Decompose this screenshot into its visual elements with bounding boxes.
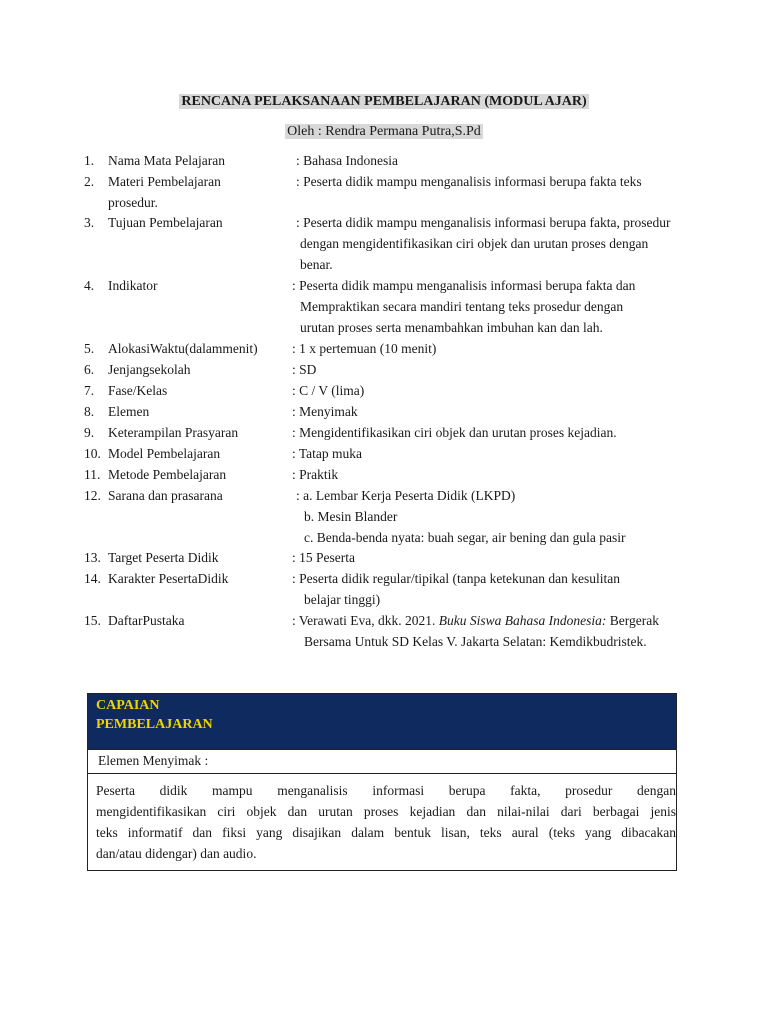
item-value: Bersama Untuk SD Kelas V. Jakarta Selatan: Kemdikbudristek.: [304, 633, 647, 649]
item-number: 11.: [84, 467, 101, 482]
item-value: : Tatap muka: [292, 446, 363, 461]
list-item: [0, 548, 768, 569]
item-label: Model Pembelajaran: [108, 446, 221, 461]
item-value: urutan proses serta menambahkan imbuhan kan dan lah.: [300, 319, 603, 335]
capaian-subheading: Elemen Menyimak :: [88, 749, 676, 773]
capaian-body-line: Peserta didik mampu menganalisis informasi berupa fakta, prosedur dengan: [96, 783, 676, 798]
list-item: [0, 151, 768, 172]
item-label: Sarana dan prasarana: [108, 488, 223, 503]
item-value: : Mengidentifikasikan ciri objek dan urutan proses kejadian.: [292, 425, 617, 440]
item-number: 15.: [84, 613, 101, 628]
item-label: Materi Pembelajaran: [108, 174, 221, 189]
item-value: : Verawati Eva, dkk. 2021. Buku Siswa Bahasa Indonesia: Bergerak: [292, 613, 659, 628]
item-value: : Peserta didik mampu menganalisis informasi berupa fakta, prosedur: [296, 215, 671, 230]
item-value: : C / V (lima): [292, 383, 365, 398]
list-item: [0, 486, 768, 548]
item-value: c. Benda-benda nyata: buah segar, air bening dan gula pasir: [304, 529, 626, 545]
item-number: 4.: [84, 278, 95, 293]
item-value: : 1 x pertemuan (10 menit): [292, 341, 437, 356]
capaian-body-line: dan/atau didengar) dan audio.: [96, 846, 257, 861]
capaian-heading-line1: CAPAIAN: [96, 698, 160, 713]
item-label: Fase/Kelas: [108, 383, 168, 398]
list-item: [0, 611, 768, 653]
capaian-heading: [88, 694, 676, 749]
capaian-heading-line2: PEMBELAJARAN: [96, 717, 213, 732]
list-item: [0, 276, 768, 338]
capaian-pembelajaran-box: [87, 693, 677, 871]
item-value: : Peserta didik regular/tipikal (tanpa ketekunan dan kesulitan: [292, 571, 621, 586]
item-value: : SD: [292, 362, 317, 377]
item-value: : Praktik: [292, 467, 339, 482]
list-item: [0, 569, 768, 611]
item-label: Keterampilan Prasyaran: [108, 425, 239, 440]
item-number: 5.: [84, 341, 95, 356]
list-item: [0, 172, 768, 210]
item-label: Tujuan Pembelajaran: [108, 215, 223, 230]
item-label: Karakter PesertaDidik: [108, 571, 229, 586]
capaian-body-line: mengidentifikasikan ciri objek dan urutan proses kejadian dan nilai-nilai dari berbagai jenis: [96, 804, 676, 819]
item-number: 1.: [84, 153, 95, 168]
document-title: RENCANA PELAKSANAAN PEMBELAJARAN (MODUL AJAR): [181, 94, 587, 109]
item-label: DaftarPustaka: [108, 613, 185, 628]
item-number: 3.: [84, 215, 95, 230]
list-item: [0, 402, 768, 423]
item-value: : a. Lembar Kerja Peserta Didik (LKPD): [296, 488, 516, 503]
item-value: dengan mengidentifikasikan ciri objek dan urutan proses dengan: [300, 235, 649, 251]
item-label: Nama Mata Pelajaran: [108, 153, 225, 168]
list-item: [0, 213, 768, 275]
list-item: [0, 360, 768, 381]
list-item: [0, 423, 768, 444]
item-label: Elemen: [108, 404, 150, 419]
item-value: benar.: [300, 256, 333, 272]
item-label: Metode Pembelajaran: [108, 467, 227, 482]
item-value: belajar tinggi): [304, 591, 381, 607]
list-item: [0, 465, 768, 486]
item-label: Target Peserta Didik: [108, 550, 219, 565]
item-number: 7.: [84, 383, 95, 398]
item-number: 9.: [84, 425, 95, 440]
item-value: : Menyimak: [292, 404, 358, 419]
author-line: Oleh : Rendra Permana Putra,S.Pd: [287, 124, 481, 139]
item-value: : Peserta didik mampu menganalisis informasi berupa fakta dan: [292, 278, 636, 293]
item-label: AlokasiWaktu(dalammenit): [108, 341, 258, 356]
capaian-body-line: teks informatif dan fiksi yang disajikan dalam bentuk lisan, teks aural (teks yang dibacakan: [96, 825, 676, 840]
item-number: 14.: [84, 571, 101, 586]
item-value: Mempraktikan secara mandiri tentang teks prosedur dengan: [300, 298, 624, 314]
item-label-continuation: prosedur.: [108, 194, 158, 210]
item-number: 6.: [84, 362, 95, 377]
item-value: : Peserta didik mampu menganalisis informasi berupa fakta teks: [296, 174, 642, 189]
item-value: : 15 Peserta: [292, 550, 355, 565]
list-item: [0, 381, 768, 402]
item-label: Jenjangsekolah: [108, 362, 191, 377]
item-number: 2.: [84, 174, 95, 189]
list-item: [0, 444, 768, 465]
item-number: 13.: [84, 550, 101, 565]
item-number: 12.: [84, 488, 101, 503]
capaian-body: [88, 773, 676, 864]
item-value: : Bahasa Indonesia: [296, 153, 398, 168]
item-label: Indikator: [108, 278, 158, 293]
item-number: 10.: [84, 446, 101, 461]
item-value: b. Mesin Blander: [304, 508, 398, 524]
list-item: [0, 339, 768, 360]
item-number: 8.: [84, 404, 95, 419]
